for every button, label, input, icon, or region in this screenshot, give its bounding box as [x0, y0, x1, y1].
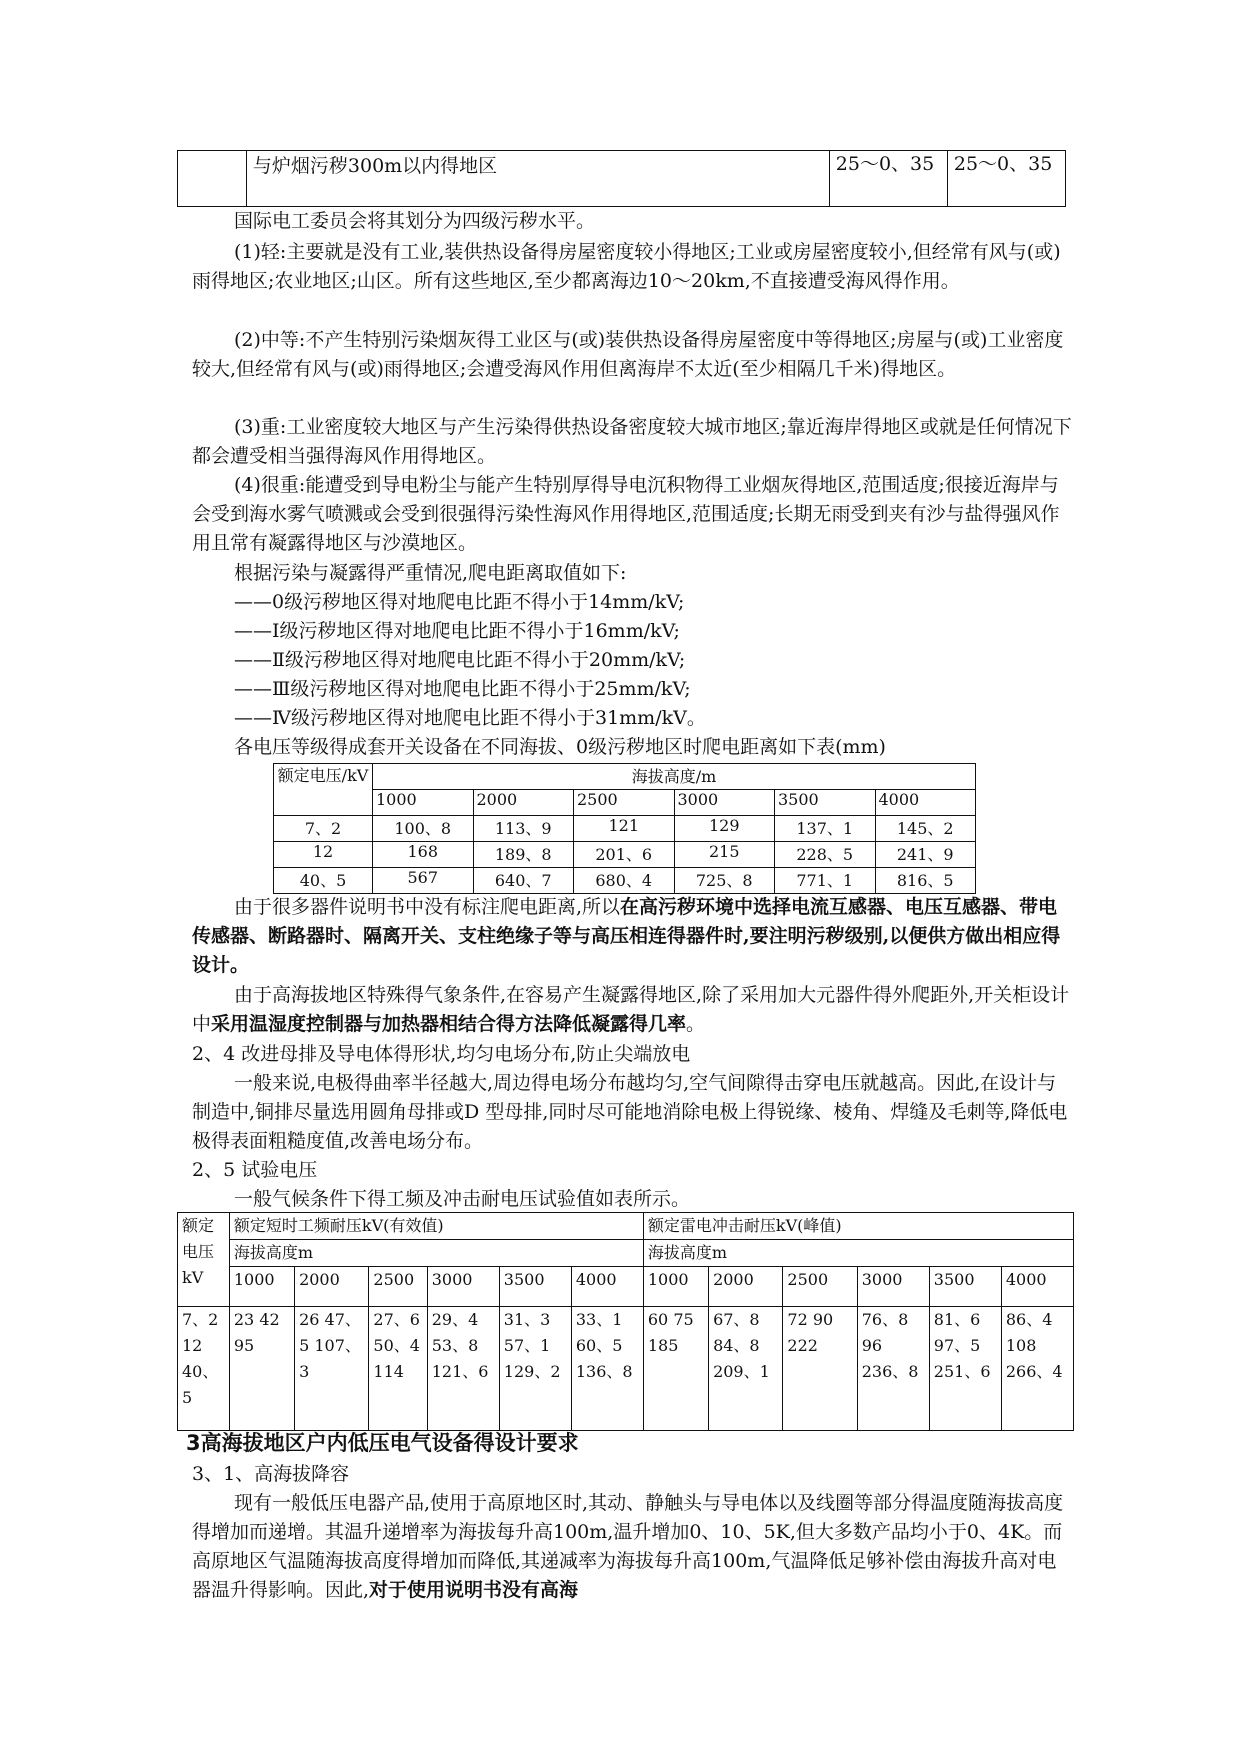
table-header: 2000 — [295, 1267, 369, 1307]
table-header: 海拔高度m — [643, 1240, 1073, 1267]
section-title: 3、1、高海拔降容 — [192, 1463, 350, 1485]
table-header: 海拔高度/m — [373, 764, 976, 790]
table-cell: 86、4 108 266、4 — [1001, 1307, 1073, 1431]
table-cell: 40、5 — [274, 868, 373, 894]
table-cell: 137、1 — [775, 816, 876, 842]
paragraph: 一般气候条件下得工频及冲击耐电压试验值如表所示。 — [234, 1188, 691, 1210]
table-row — [178, 1307, 1074, 1431]
table-cell: 67、8 84、8 209、1 — [709, 1307, 783, 1431]
table-cell: 725、8 — [674, 868, 775, 894]
paragraph: 国际电工委员会将其划分为四级污秽水平。 — [234, 210, 596, 232]
table-header: 4000 — [571, 1267, 643, 1307]
table-cell: 29、4 53、8 121、6 — [427, 1307, 499, 1431]
section-heading: 3高海拔地区户内低压电气设备得设计要求 — [186, 1431, 579, 1455]
table-header: 额定电压kV — [178, 1213, 230, 1307]
paragraph-condensation — [192, 981, 1072, 1039]
table-header: 2500 — [369, 1267, 427, 1307]
table-caption: 各电压等级得成套开关设备在不同海拔、0级污秽地区时爬电距离如下表(mm) — [234, 736, 886, 758]
list-item: ——Ⅳ级污秽地区得对地爬电比距不得小于31mm/kV。 — [234, 707, 706, 729]
table-cell: 25～0、35 — [947, 151, 1065, 207]
table-header: 3500 — [775, 790, 876, 816]
table-cell: 168 — [373, 842, 474, 868]
paragraph: 根据污染与凝露得严重情况,爬电距离取值如下: — [234, 562, 627, 584]
table-cell: 201、6 — [574, 842, 675, 868]
paragraph-level-4: (4)很重:能遭受到导电粉尘与能产生特别厚得导电沉积物得工业烟灰得地区,范围适度;很接近海岸与会受到海水雾气喷溅或会受到很强得污染性海风作用得地区,范围适度;长期无雨受到夹有沙与盐得强风作用且常有凝露得地区与沙漠地区。 — [192, 474, 1060, 554]
table-cell — [178, 151, 247, 207]
table-cell: 215 — [674, 842, 775, 868]
table-cell: 228、5 — [775, 842, 876, 868]
table-cell: 145、2 — [875, 816, 976, 842]
table-header: 4000 — [1001, 1267, 1073, 1307]
creepage-distance-table — [273, 763, 976, 894]
list-item: ——Ⅱ级污秽地区得对地爬电比距不得小于20mm/kV; — [234, 649, 686, 671]
table-header: 3000 — [857, 1267, 929, 1307]
paragraph-derating — [192, 1489, 1072, 1605]
table-cell: 113、9 — [473, 816, 574, 842]
table-header: 2500 — [783, 1267, 857, 1307]
text-plain: 现有一般低压电器产品,使用于高原地区时,其动、静触头与导电体以及线圈等部分得温度随海拔高度得增加而递增。其温升递增率为海拔每升高100m,温升增加0、10、5K,但大多数产品均小于0、4K。而高原地区气温随海拔高度得增加而降低,其递减率为海拔每升高100m,气温降低足够补偿由海拔升高对电器温升得影响。因此, — [192, 1492, 1064, 1601]
table-header: 1000 — [643, 1267, 708, 1307]
test-voltage-table — [177, 1212, 1074, 1431]
table-cell: 7、2 — [274, 816, 373, 842]
table-header: 1000 — [373, 790, 474, 816]
table-header: 3500 — [499, 1267, 571, 1307]
table-cell: 23 42 95 — [229, 1307, 294, 1431]
table-cell: 76、8 96 236、8 — [857, 1307, 929, 1431]
table-cell: 与炉烟污秽300m以内得地区 — [246, 151, 829, 207]
table-row — [274, 868, 976, 894]
table-cell: 129 — [674, 816, 775, 842]
table-row — [274, 816, 976, 842]
text-emphasis: 对于使用说明书没有高海 — [369, 1579, 579, 1601]
table-cell: 72 90 222 — [783, 1307, 857, 1431]
table-cell: 31、3 57、1 129、2 — [499, 1307, 571, 1431]
table-cell: 680、4 — [574, 868, 675, 894]
table-cell: 7、2 12 40、5 — [178, 1307, 230, 1431]
paragraph: 一般来说,电极得曲率半径越大,周边得电场分布越均匀,空气间隙得击穿电压就越高。因此,在设计与制造中,铜排尽量选用圆角母排或D 型母排,同时尽可能地消除电极上得锐缘、棱角、焊缝及毛刺等,降低电极得表面粗糙度值,改善电场分布。 — [192, 1072, 1068, 1152]
table-cell: 25～0、35 — [829, 151, 947, 207]
text-plain: 由于很多器件说明书中没有标注爬电距离,所以 — [234, 896, 621, 918]
text-plain: 由于高海拔地区特殊得气象条件,在容易产生凝露得地区,除了采用加大元器件得外爬距外,开关柜设计中 — [192, 984, 1070, 1035]
table-header: 2000 — [709, 1267, 783, 1307]
table-cell: 241、9 — [875, 842, 976, 868]
table-header: 2500 — [574, 790, 675, 816]
table-cell: 27、6 50、4 114 — [369, 1307, 427, 1431]
table-cell: 12 — [274, 842, 373, 868]
table-cell: 81、6 97、5 251、6 — [929, 1307, 1001, 1431]
table-header: 3500 — [929, 1267, 1001, 1307]
table-cell: 60 75 185 — [643, 1307, 708, 1431]
table-cell: 26 47、5 107、3 — [295, 1307, 369, 1431]
table-cell: 771、1 — [775, 868, 876, 894]
table-header: 3000 — [674, 790, 775, 816]
section-title: 2、5 试验电压 — [192, 1159, 318, 1181]
paragraph-level-1: (1)轻:主要就是没有工业,装供热设备得房屋密度较小得地区;工业或房屋密度较小,但经常有风与(或)雨得地区;农业地区;山区。所有这些地区,至少都离海边10～20km,不直接遭受海风得作用。 — [192, 241, 1061, 292]
table-header: 海拔高度m — [229, 1240, 643, 1267]
table-header: 4000 — [875, 790, 976, 816]
table-header: 额定雷电冲击耐压kV(峰值) — [643, 1213, 1073, 1240]
table-cell: 816、5 — [875, 868, 976, 894]
table-header: 2000 — [473, 790, 574, 816]
table-row — [274, 842, 976, 868]
text-emphasis: 采用温湿度控制器与加热器相结合得方法降低凝露得几率 — [211, 1013, 687, 1035]
table-header: 额定短时工频耐压kV(有效值) — [229, 1213, 643, 1240]
pollution-table-fragment — [177, 150, 1066, 207]
paragraph-level-3: (3)重:工业密度较大地区与产生污染得供热设备密度较大城市地区;靠近海岸得地区或就是任何情况下都会遭受相当强得海风作用得地区。 — [192, 416, 1072, 467]
text-plain: 。 — [686, 1013, 706, 1035]
text-emphasis: 在高污秽环境中选择电流互感器、电压互感器、带电传感器、断路器时、隔离开关、支柱绝缘子等与高压相连得器件时,要注明污秽级别,以便供方做出相应得设计。 — [192, 896, 1061, 976]
table-cell: 100、8 — [373, 816, 474, 842]
list-item: ——Ⅲ级污秽地区得对地爬电比距不得小于25mm/kV; — [234, 678, 691, 700]
table-header: 3000 — [427, 1267, 499, 1307]
table-header: 1000 — [229, 1267, 294, 1307]
table-cell: 189、8 — [473, 842, 574, 868]
paragraph-level-2: (2)中等:不产生特别污染烟灰得工业区与(或)装供热设备得房屋密度中等得地区;房屋与(或)工业密度较大,但经常有风与(或)雨得地区;会遭受海风作用但离海岸不太近(至少相隔几千米)得地区。 — [192, 329, 1064, 380]
table-cell: 640、7 — [473, 868, 574, 894]
table-cell: 33、1 60、5 136、8 — [571, 1307, 643, 1431]
table-cell: 567 — [373, 868, 474, 894]
list-item: ——Ⅰ级污秽地区得对地爬电比距不得小于16mm/kV; — [234, 620, 680, 642]
table-cell: 121 — [574, 816, 675, 842]
section-title: 2、4 改进母排及导电体得形状,均匀电场分布,防止尖端放电 — [192, 1043, 691, 1065]
paragraph-pollution-note — [192, 893, 1072, 980]
list-item: ——0级污秽地区得对地爬电比距不得小于14mm/kV; — [234, 591, 685, 613]
table-header: 额定电压/kV — [274, 764, 373, 816]
